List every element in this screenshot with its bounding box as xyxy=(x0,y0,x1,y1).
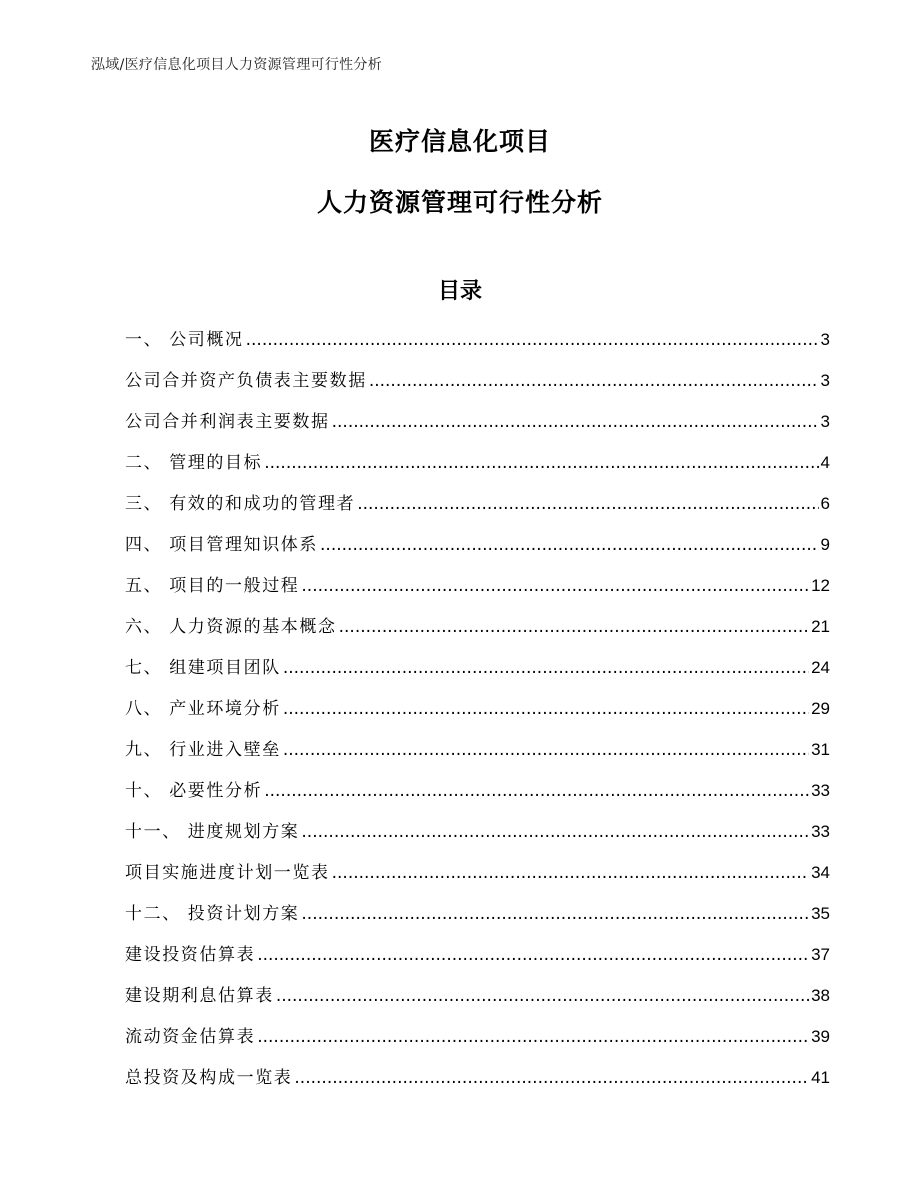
toc-entry-page: 39 xyxy=(811,1027,830,1046)
toc-entry[interactable] xyxy=(125,776,830,817)
toc-entry[interactable] xyxy=(125,448,830,489)
toc-entry-page: 4 xyxy=(820,453,830,472)
toc-entry[interactable] xyxy=(125,489,830,530)
toc-entry-label: 三、 有效的和成功的管理者 xyxy=(125,494,356,514)
toc-entry-page: 35 xyxy=(811,904,830,923)
toc-entry-page: 38 xyxy=(811,986,830,1005)
document-title-line-2: 人力资源管理可行性分析 xyxy=(316,188,603,217)
toc-entry-page: 3 xyxy=(820,412,830,431)
toc-entry-label: 建设期利息估算表 xyxy=(125,986,274,1006)
toc-entry-label: 七、 组建项目团队 xyxy=(125,658,281,678)
toc-leader-dots xyxy=(283,658,809,678)
toc-leader-dots xyxy=(369,371,819,391)
toc-entry-label: 流动资金估算表 xyxy=(125,1027,256,1047)
toc-entry-label: 五、 项目的一般过程 xyxy=(125,576,300,596)
toc-entry[interactable] xyxy=(125,858,830,899)
toc-entry-label: 八、 产业环境分析 xyxy=(125,699,281,719)
toc-entry[interactable] xyxy=(125,735,830,776)
toc-entry-label: 六、 人力资源的基本概念 xyxy=(125,617,337,637)
toc-entry[interactable] xyxy=(125,653,830,694)
toc-entry[interactable] xyxy=(125,407,830,448)
toc-entry[interactable] xyxy=(125,366,830,407)
toc-leader-dots xyxy=(257,1027,809,1047)
toc-leader-dots xyxy=(257,945,809,965)
toc-entry-label: 十一、 进度规划方案 xyxy=(125,822,300,842)
toc-entry[interactable] xyxy=(125,1022,830,1063)
toc-entry[interactable] xyxy=(125,899,830,940)
toc-entry-page: 24 xyxy=(811,658,830,677)
toc-entry[interactable] xyxy=(125,940,830,981)
toc-leader-dots xyxy=(283,740,809,760)
toc-entry-label: 公司合并资产负债表主要数据 xyxy=(125,371,367,391)
toc-leader-dots xyxy=(264,453,818,473)
toc-entry-label: 十二、 投资计划方案 xyxy=(125,904,300,924)
toc-leader-dots xyxy=(301,822,809,842)
toc-entry[interactable] xyxy=(125,325,830,366)
toc-entry-page: 3 xyxy=(820,371,830,390)
toc-heading: 目录 xyxy=(437,279,482,304)
toc-entry-page: 6 xyxy=(820,494,830,513)
toc-leader-dots xyxy=(332,863,809,883)
table-of-contents xyxy=(125,325,830,1104)
toc-entry[interactable] xyxy=(125,694,830,735)
toc-entry[interactable] xyxy=(125,1063,830,1104)
toc-entry-page: 34 xyxy=(811,863,830,882)
toc-entry-label: 一、 公司概况 xyxy=(125,330,244,350)
document-title-line-1: 医疗信息化项目 xyxy=(368,127,551,156)
running-header: 泓域/医疗信息化项目人力资源管理可行性分析 xyxy=(91,57,383,73)
toc-leader-dots xyxy=(332,412,819,432)
toc-entry[interactable] xyxy=(125,981,830,1022)
toc-entry-page: 9 xyxy=(820,535,830,554)
toc-leader-dots xyxy=(320,535,819,555)
toc-entry-page: 41 xyxy=(811,1068,830,1087)
toc-entry-label: 二、 管理的目标 xyxy=(125,453,263,473)
toc-leader-dots xyxy=(339,617,809,637)
toc-entry-label: 四、 项目管理知识体系 xyxy=(125,535,319,555)
toc-leader-dots xyxy=(264,781,809,801)
toc-leader-dots xyxy=(283,699,809,719)
toc-entry-page: 33 xyxy=(811,822,830,841)
toc-entry-page: 37 xyxy=(811,945,830,964)
toc-entry[interactable] xyxy=(125,612,830,653)
toc-entry-page: 33 xyxy=(811,781,830,800)
toc-entry-label: 十、 必要性分析 xyxy=(125,781,263,801)
toc-entry-page: 21 xyxy=(811,617,830,636)
toc-entry-label: 总投资及构成一览表 xyxy=(125,1068,293,1088)
toc-entry-label: 公司合并利润表主要数据 xyxy=(125,412,330,432)
toc-leader-dots xyxy=(357,494,818,514)
toc-leader-dots xyxy=(276,986,809,1006)
toc-entry-label: 九、 行业进入壁垒 xyxy=(125,740,281,760)
toc-entry-label: 建设投资估算表 xyxy=(125,945,256,965)
toc-entry-page: 29 xyxy=(811,699,830,718)
toc-entry[interactable] xyxy=(125,817,830,858)
toc-entry-label: 项目实施进度计划一览表 xyxy=(125,863,330,883)
toc-leader-dots xyxy=(301,904,809,924)
toc-entry-page: 3 xyxy=(820,330,830,349)
toc-leader-dots xyxy=(301,576,809,596)
toc-leader-dots xyxy=(294,1068,809,1088)
toc-entry[interactable] xyxy=(125,571,830,612)
toc-leader-dots xyxy=(246,330,819,350)
toc-entry-page: 31 xyxy=(811,740,830,759)
toc-entry-page: 12 xyxy=(811,576,830,595)
toc-entry[interactable] xyxy=(125,530,830,571)
